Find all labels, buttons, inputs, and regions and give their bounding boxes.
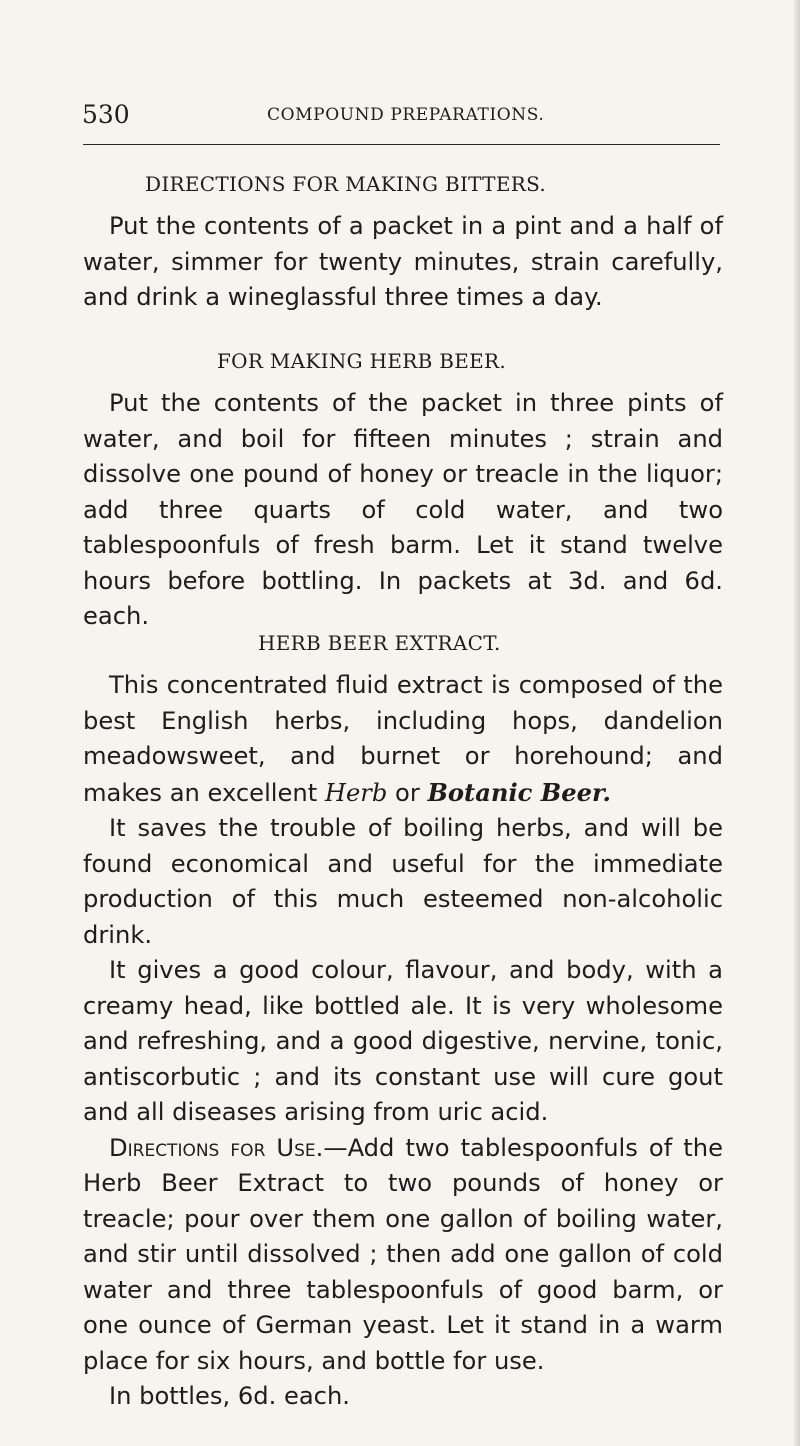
header-rule	[83, 144, 720, 145]
extract-paragraph-4	[83, 1131, 723, 1380]
page-number: 530	[82, 100, 130, 129]
extract-p1-text: This concentrated fluid extract is composed of the best English herbs, including hops, dandelion meadowsweet, and burnet or horehound; and makes an excellent	[83, 671, 723, 807]
extract-p1-or: or	[387, 778, 428, 807]
herb-beer-section	[83, 386, 723, 635]
extract-heading: HERB BEER EXTRACT.	[258, 631, 501, 655]
extract-paragraph-5: In bottles, 6d. each.	[109, 1382, 350, 1410]
page-header	[82, 100, 728, 130]
extract-paragraph-2: It saves the trouble of boiling herbs, and will be found economical and useful for the immediate production of this much esteemed non-alcoholic drink.	[83, 814, 723, 949]
extract-p1-italic-herb: Herb	[324, 778, 388, 807]
extract-paragraph-3: It gives a good colour, flavour, and body, with a creamy head, like bottled ale. It is very wholesome and refreshing, and a good digestive, nervine, tonic, antiscorbutic ; and its constant use will cure gout and all diseases arising from uric acid.	[83, 956, 723, 1126]
herb-beer-heading: FOR MAKING HERB BEER.	[217, 349, 507, 373]
extract-paragraph-1	[83, 668, 723, 811]
bitters-section	[83, 209, 723, 316]
extract-section	[83, 668, 723, 1415]
herb-beer-paragraph: Put the contents of the packet in three pints of water, and boil for fifteen minutes ; strain and dissolve one pound of honey or treacle in the liquor; add three quarts of cold water, and two tablespoonfuls of fresh barm. Let it stand twelve hours before bottling. In packets at 3d. and 6d. each.	[83, 389, 723, 630]
running-head: COMPOUND PREPARATIONS.	[267, 105, 545, 125]
bitters-paragraph: Put the contents of a packet in a pint and a half of water, simmer for twenty minutes, strain carefully, and drink a wineglassful three times a day.	[83, 212, 723, 311]
bitters-heading: DIRECTIONS FOR MAKING BITTERS.	[145, 172, 547, 196]
extract-p1-italic-botanic: Botanic Beer.	[427, 777, 611, 807]
directions-label: Directions for Use.	[109, 1133, 324, 1162]
directions-text: —Add two tablespoonfuls of the Herb Beer Extract to two pounds of honey or treacle; pour over them one gallon of boiling water, and stir until dissolved ; then add one gallon of cold water and three tablespoonfuls of good barm, or one ounce of German yeast. Let it stand in a warm place for six hours, and bottle for use.	[83, 1133, 724, 1375]
page-edge-shadow	[794, 0, 800, 1446]
